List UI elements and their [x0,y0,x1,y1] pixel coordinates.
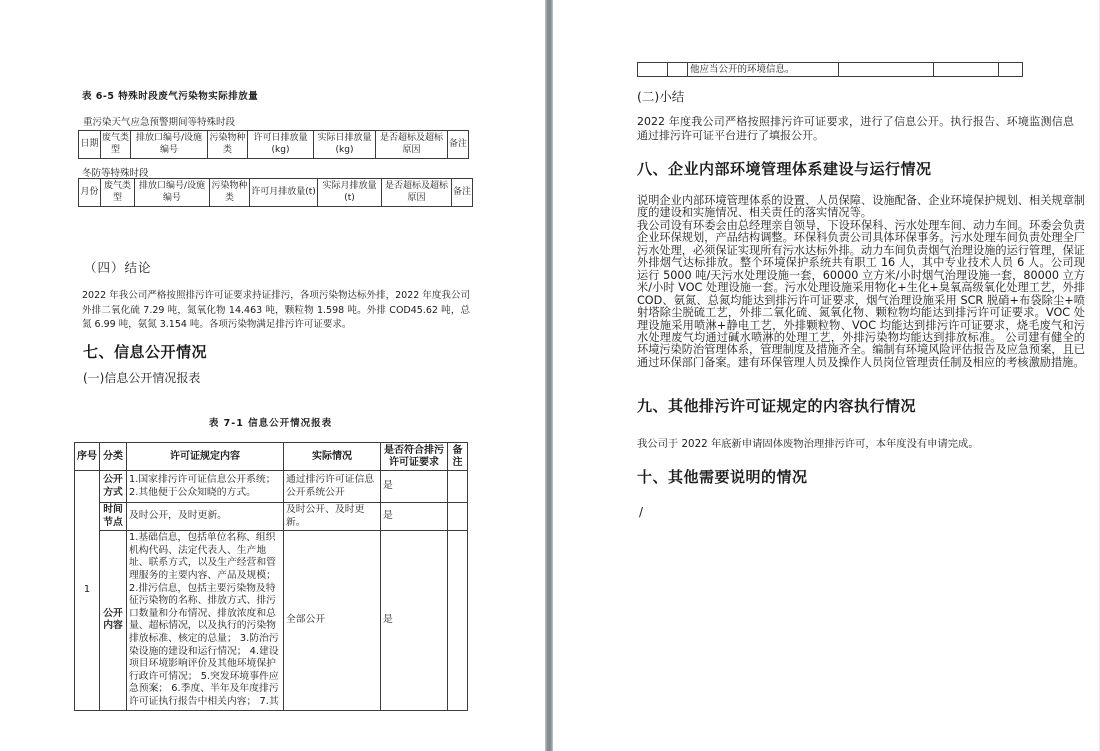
conclusion-heading: （四）结论 [84,260,152,275]
table-header-cell: 废气类型 [101,179,135,207]
required-content-cell: 及时公开，及时更新。 [127,503,284,531]
compliance-cell: 是 [381,531,448,710]
required-content-cell: 1.基础信息，包括单位名称、组织机构代码、法定代表人、生产地址、联系方式，以及生产经营和管理服务的主要内容、产品及规模；2.排污信息，包括主要污染物及特征污染物的名称、排放方式、排污口数量和分布情况、排放浓度和总量、超标情况，以及执行的污染物排放标准、核定的总量； 3.防治污染设施的建设和运行情况； 4.建设项目环境影响评价及其他环境保护行政许可情况； 5.突发环境事件应急预案； 6.季度、半年及年度排污许可证执行报告中相关内容； 7.其 [127,531,284,710]
table-header-cell: 备注 [448,443,468,471]
section9-heading: 九、其他排污许可证规定的内容执行情况 [637,397,917,415]
table-header-cell: 实际情况 [284,443,381,471]
right-page [553,0,1100,751]
table-header-cell: 污染物种类 [208,131,248,159]
category-cell: 公开方式 [100,471,127,503]
category-cell [668,63,688,77]
table-header-cell: 排放口编号/设施编号 [135,179,210,207]
category-cell: 时间节点 [100,503,127,531]
compliance-cell: 是 [381,471,448,503]
disclosure-table-continuation [637,62,1023,77]
actual-situation-cell: 全部公开 [284,531,381,710]
conclusion-paragraph: 2022 年我公司严格按照排污许可证要求持证排污，各项污染物达标外排，2022 年度我公司外排二氧化硫 7.29 吨，氮氧化物 14.463 吨，颗粒物 1.598 吨。外排 COD45.62 吨，总氮 6.99 吨，氨氮 3.154 吨。各项污染物满足排污许可证要求。 [82,290,470,330]
summary-paragraph: 2022 年度我公司严格按照排污许可证要求，进行了信息公开。执行报告、环境监测信息通过排污许可证平台进行了填报公开。 [637,115,1074,142]
table-header-cell: 备注 [452,179,473,207]
table-header-row [79,179,473,207]
table-header-cell: 实际月排放量(t) [318,179,382,207]
section8-paragraph-body: 我公司设有环委会由总经理亲自领导，下设环保科、污水处理车间、动力车间。环委会负责企业环保规划，产品结构调整。环保科负责公司具体环保事务。污水处理车间负责处理全厂污水处理，必须保证实现所有污水达标外排。动力车间负责烟气治理设施的运行管理，保证外排烟气达标排放。整个环境保护系统共有职工 16 人，其中专业技术人员 6 人。公司现运行 5000 吨/天污水处理设施一套，60000 立方米/小时烟气治理设施一套，80000 立方米/小时 VOC 处理设施一套。污水处理设施采用物化+生化+臭氧高级氧化处理工艺，外排 COD、氨氮、总氮均能达到排污许可证要求，烟气治理设施采用 SCR 脱硝+布袋除尘+喷射塔除尘脱硫工艺，外排二氧化硫、氮氧化物、颗粒物均能达到排污许可证要求。VOC 处理设施采用喷淋+静电工艺，外排颗粒物、VOC 均能达到排污许可证要求，烧毛废气和污水处理废气均通过碱水喷淋的处理工艺，外排污染物均能达到排放标准。 公司建有健全的环境污染防治管理体系，管理制度及措施齐全。编制有环境风险评估报告及应急预案，且已通过环保部门备案。建有环保管理人员及操作人员岗位管理责任制及相应的考核激励措施。 [637,218,1085,369]
section8-heading: 八、企业内部环境管理体系建设与运行情况 [637,160,932,178]
table-header-row [75,443,468,471]
monthly-emission-table [78,178,473,207]
section8-paragraph-intro: 说明企业内部环境管理体系的设置、人员保障、设施配备、企业环境保护规划、相关规章制度的建设和实施情况、相关责任的落实情况等。 [637,194,1085,220]
table-header-cell: 许可月排放量(t) [250,179,318,207]
table-header-row [79,131,469,159]
actual-situation-cell: 及时公开、及时更新。 [284,503,381,531]
winter-period-label: 冬防等特殊时段 [82,168,149,179]
section8-paragraph [637,195,1085,369]
compliance-cell: 是 [381,503,448,531]
table-header-cell: 废气类型 [101,131,131,159]
table-header-cell: 许可日排放量(kg) [248,131,314,159]
section7-heading: 七、信息公开情况 [83,343,208,361]
table-header-cell: 污染物种类 [210,179,250,207]
heavy-pollution-period-label: 重污染天气应急预警期间等特殊时段 [83,117,236,128]
table-header-cell: 是否符合排污许可证要求 [381,443,448,471]
section10-heading: 十、其他需要说明的情况 [637,468,808,486]
category-cell: 公开内容 [100,531,127,710]
section7-subheading: (一)信息公开情况报表 [83,371,201,385]
table-header-cell: 排放口编号/设施编号 [131,131,208,159]
daily-emission-table [78,130,469,159]
summary-heading: (二)小结 [637,89,685,104]
section10-slash-placeholder: / [639,505,644,519]
serial-cell [638,63,668,77]
table-header-cell: 许可证规定内容 [127,443,284,471]
table-header-cell: 月份 [79,179,101,207]
table-header-cell: 序号 [75,443,100,471]
left-page [0,0,545,751]
table-row [75,503,468,531]
section9-paragraph: 我公司于 2022 年底新申请固体废物治理排污许可，本年度没有申请完成。 [637,438,979,450]
table-row [75,471,468,503]
compliance-cell [934,63,999,77]
disclosure-table [74,442,468,711]
page-divider [545,0,553,751]
required-content-cell: 他应当公开的环境信息。 [688,63,839,77]
table71-caption: 表 7-1 信息公开情况报表 [208,418,333,429]
table-header-cell: 分类 [100,443,127,471]
note-cell [448,471,468,503]
table-row [75,531,468,710]
note-cell [448,531,468,710]
serial-cell: 1 [75,471,100,711]
note-cell [448,503,468,531]
table-header-cell: 备注 [448,131,469,159]
table-row [638,63,1023,77]
table-header-cell: 是否超标及超标原因 [382,179,452,207]
table-header-cell: 是否超标及超标原因 [376,131,448,159]
required-content-cell: 1.国家排污许可证信息公开系统；2.其他便于公众知晓的方式。 [127,471,284,503]
actual-situation-cell: 通过排污许可证信息公开系统公开 [284,471,381,503]
table-header-cell: 实际日排放量(kg) [314,131,376,159]
table-header-cell: 日期 [79,131,101,159]
actual-situation-cell [839,63,934,77]
table65-caption: 表 6-5 特殊时段废气污染物实际排放量 [82,91,259,102]
note-cell [999,63,1023,77]
